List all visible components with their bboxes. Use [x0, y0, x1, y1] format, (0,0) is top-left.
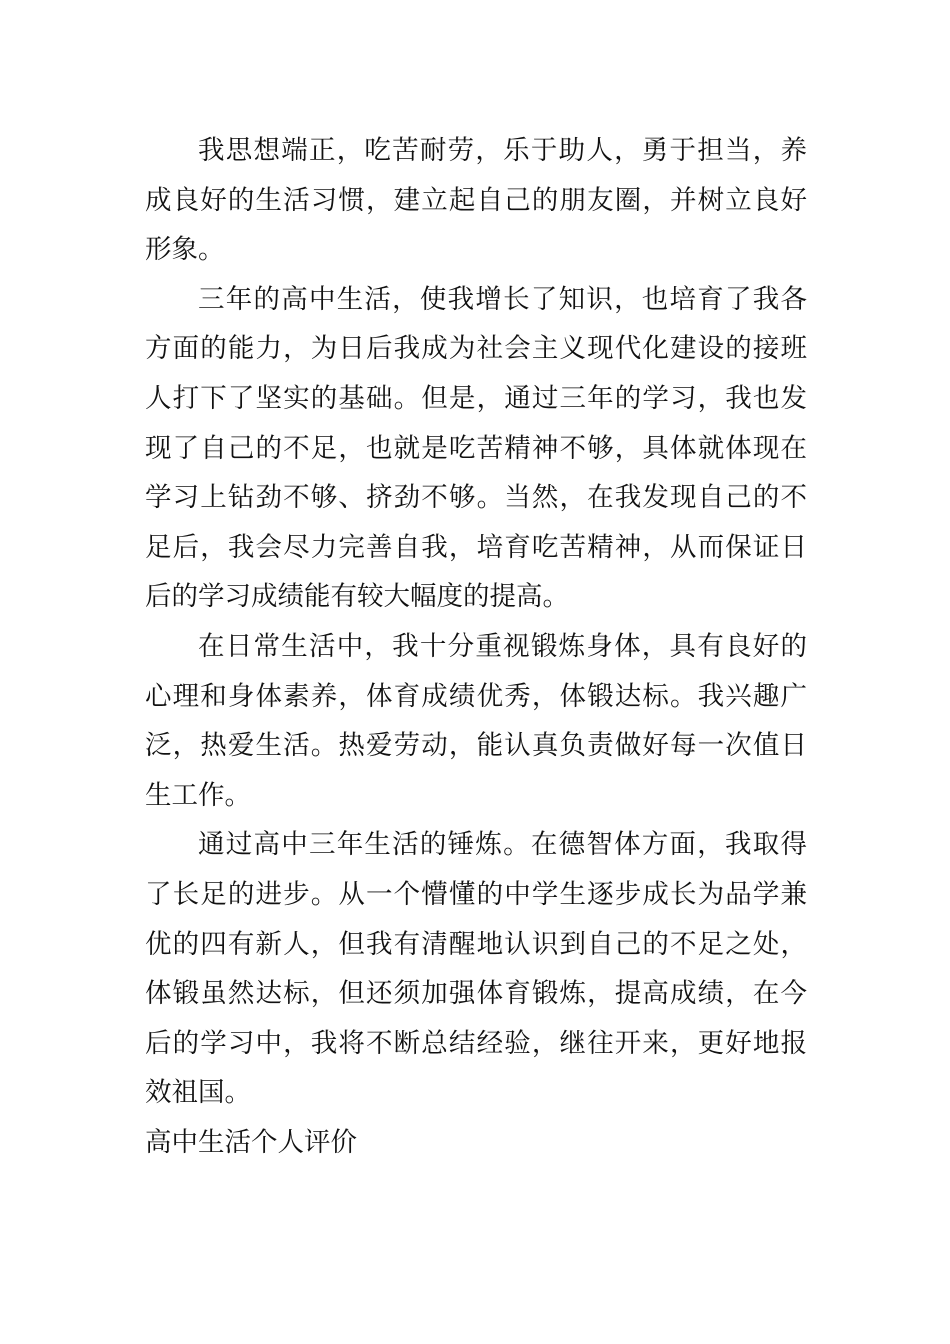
paragraph-1: 我思想端正，吃苦耐劳，乐于助人，勇于担当，养成良好的生活习惯，建立起自己的朋友圈，并树立良好形象。 [145, 135, 807, 266]
paragraph-3: 在日常生活中，我十分重视锻炼身体，具有良好的心理和身体素养，体育成绩优秀，体锻达标。我兴趣广泛，热爱生活。热爱劳动，能认真负责做好每一次值日生工作。 [145, 630, 807, 811]
paragraph-2: 三年的高中生活，使我增长了知识，也培育了我各方面的能力，为日后我成为社会主义现代化建设的接班人打下了坚实的基础。但是，通过三年的学习，我也发现了自己的不足，也就是吃苦精神不够，具体就体现在学习上钻劲不够、挤劲不够。当然，在我发现自己的不足后，我会尽力完善自我，培育吃苦精神，从而保证日后的学习成绩能有较大幅度的提高。 [145, 283, 807, 613]
paragraph-4: 通过高中三年生活的锤炼。在德智体方面，我取得了长足的进步。从一个懵懂的中学生逐步成长为品学兼优的四有新人，但我有清醒地认识到自己的不足之处，体锻虽然达标，但还须加强体育锻炼，提高成绩，在今后的学习中，我将不断总结经验，继往开来，更好地报效祖国。 [145, 829, 807, 1109]
document-body [145, 126, 807, 1167]
document-title-line: 高中生活个人评价 [145, 1126, 357, 1158]
